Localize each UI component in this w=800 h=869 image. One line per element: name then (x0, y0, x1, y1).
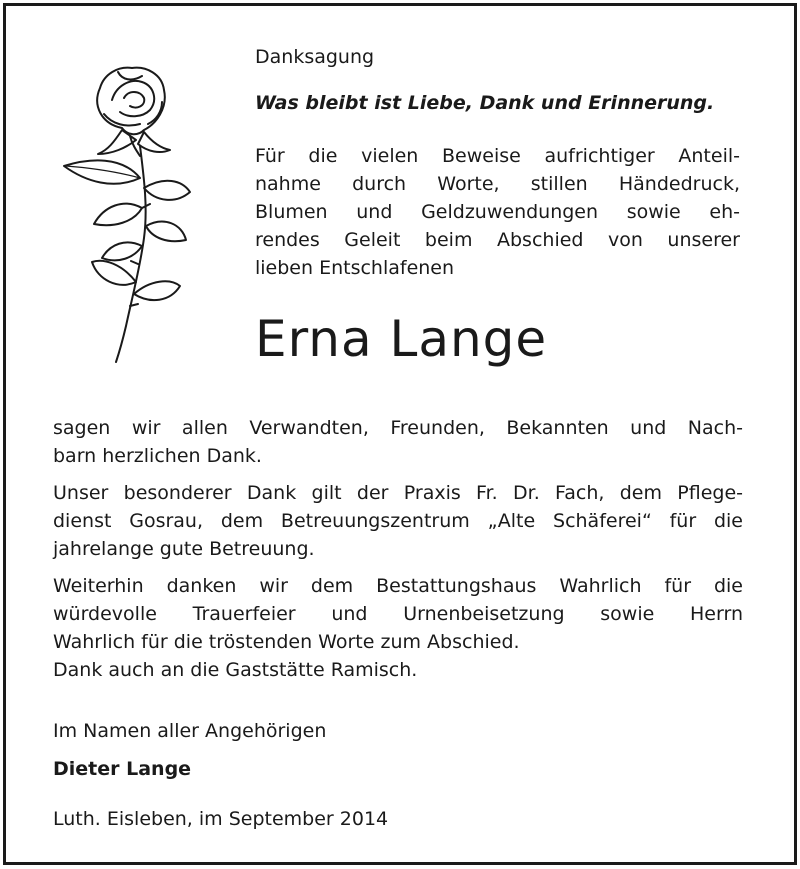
motto: Was bleibt ist Liebe, Dank und Erinnerung. (255, 92, 715, 114)
intro-line: Für die vielen Beweise aufrichtiger Anteil- (255, 145, 740, 167)
special-line: Unser besonderer Dank gilt der Praxis Fr. Dr. Fach, dem Pflege- (53, 482, 743, 504)
intro-line: rendes Geleit beim Abschied von unserer (255, 229, 740, 251)
special-line: jahrelange gute Betreuung. (53, 538, 315, 560)
further-line: Weiterhin danken wir dem Bestattungshaus Wahrlich für die (53, 575, 743, 597)
further-line: Wahrlich für die tröstenden Worte zum Abschied. (53, 631, 520, 653)
intro-line: nahme durch Worte, stillen Händedruck, (255, 173, 740, 195)
signer-name: Dieter Lange (53, 758, 192, 780)
further-line: Dank auch an die Gaststätte Ramisch. (53, 659, 418, 681)
intro-line: lieben Entschlafenen (255, 257, 455, 279)
special-line: dienst Gosrau, dem Betreuungszentrum „Alte Schäferei“ für die (53, 510, 743, 532)
thanks-line: barn herzlichen Dank. (53, 445, 262, 467)
further-line: würdevolle Trauerfeier und Urnenbeisetzung sowie Herrn (53, 603, 743, 625)
place-date: Luth. Eisleben, im September 2014 (53, 808, 389, 830)
heading: Danksagung (255, 46, 375, 68)
deceased-name: Erna Lange (255, 310, 548, 368)
intro-line: Blumen und Geldzuwendungen sowie eh- (255, 201, 740, 223)
thanks-line: sagen wir allen Verwandten, Freunden, Bekannten und Nach- (53, 417, 743, 439)
rose-icon (52, 58, 192, 366)
on-behalf-text: Im Namen aller Angehörigen (53, 720, 327, 742)
